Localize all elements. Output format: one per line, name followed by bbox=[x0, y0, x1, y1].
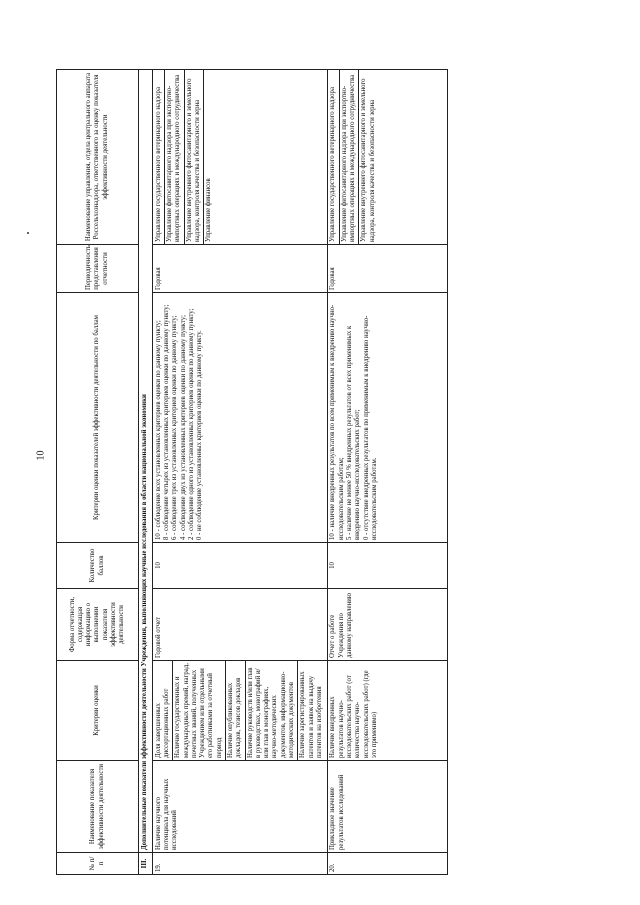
scoring-line: 2 - соблюдение одного из установленных критериев оценки по данному пункту; bbox=[187, 308, 195, 540]
criterion-item: Наличие государственных и международных премий, наград, почетных званий, полученных Учреждением или отдельными его работниками за отчетный период bbox=[172, 661, 224, 760]
header-report-form: Форма отчетности, содержащая информацию о выполнении показателя эффективности деятельности bbox=[57, 589, 139, 661]
header-num: № п/п bbox=[57, 853, 139, 875]
row-points: 10 bbox=[327, 543, 447, 589]
row-indicator: Прикладное значение результатов исследований bbox=[327, 761, 447, 853]
landscape-table-wrapper bbox=[56, 70, 448, 875]
header-points: Количество баллов bbox=[57, 543, 139, 589]
department-item: Управление государственного ветеринарного надзора bbox=[154, 87, 162, 242]
row-scoring bbox=[153, 293, 328, 543]
department-item: Управление внутреннего фитосанитарного и земельного надзора, контроля качества и безопасности зерна bbox=[184, 70, 203, 244]
header-criteria: Критерии оценки bbox=[57, 661, 139, 761]
department-item: Управление фитосанитарного надзора при экспортно-импортных операциях и международного сотрудничества bbox=[339, 70, 358, 244]
page-number: 10 bbox=[35, 450, 47, 461]
department-item: Управление фитосанитарного надзора при экспортно-импортных операциях и международного сотрудничества bbox=[164, 70, 183, 244]
scoring-line: 8 - соблюдение четырех из установленных критериев оценки по данному пункту; bbox=[163, 304, 171, 540]
indicators-table bbox=[56, 69, 448, 875]
row-scoring bbox=[327, 293, 447, 543]
criterion-item: Наличие внедренных результатов научно-исследовательских работ (от количества научно-исследовательских работ) (где это применимо) bbox=[329, 670, 378, 758]
header-indicator: Наименование показателя эффективности деятельности bbox=[57, 761, 139, 853]
row-num: 19. bbox=[153, 853, 328, 875]
row-criteria bbox=[327, 661, 447, 761]
scoring-line: 0 - отсутствие внедренных результатов по применимым к внедрению научно-исследовательским работам. bbox=[362, 315, 378, 540]
row-report-form: Отчет о работе Учреждения по данному направлению bbox=[327, 589, 447, 661]
section-title: Дополнительные показатели эффективности деятельности Учреждения, выполняющих научные исследования в области национальной экономики bbox=[139, 70, 153, 853]
scoring-line: 10 - соблюдение всех установленных критериев оценки по данному пункту; bbox=[154, 320, 162, 540]
row-indicator: Наличие научного потенциала для научных исследований bbox=[153, 761, 328, 853]
row-departments bbox=[153, 70, 328, 245]
scoring-line: 5 - наличие не менее 50 % внедренных результатов от всех применимых к внедрению научно-исследовательских работ; bbox=[346, 325, 362, 540]
section-number: III. bbox=[139, 853, 153, 875]
row-report-form: Годовой отчет bbox=[153, 589, 328, 661]
row-period: Годовая bbox=[327, 245, 447, 293]
row-criteria bbox=[153, 661, 328, 761]
scoring-line: 10 - наличие внедренных результатов по всем применимым к внедрению научно-исследовательским работам; bbox=[329, 304, 345, 540]
scoring-line: 4 - соблюдение двух из установленных критериев оценки по данному пункту; bbox=[179, 314, 187, 540]
header-department: Наименование управления, отдела центрального аппарата Россельхознадзора, ответственного за оценку показателя эффективности деятельности bbox=[57, 70, 139, 245]
department-item: Управление государственного ветеринарного надзора bbox=[329, 87, 337, 242]
header-scoring: Критерии оценки показателей эффективности деятельности по баллам bbox=[57, 293, 139, 543]
department-item: Управление финансов bbox=[203, 70, 213, 244]
table-row bbox=[327, 70, 447, 875]
row-departments bbox=[327, 70, 447, 245]
criterion-item: Наличие руководств и/или глав в руководствах, монографий и/или глав в монографиях, научно-методических документов, информационно-методических документов bbox=[245, 661, 297, 760]
scoring-line: 6 - соблюдение трех из установленных критериев оценки по данному пункту; bbox=[171, 315, 179, 540]
rotated-page bbox=[56, 70, 448, 875]
row-points: 10 bbox=[153, 543, 328, 589]
department-item: Управление внутреннего фитосанитарного и земельного надзора, контроля качества и безопасности зерна bbox=[358, 70, 377, 244]
criterion-item: Доля завершенных диссертационных работ bbox=[154, 688, 171, 758]
header-period: Периодичность представления отчетности bbox=[57, 245, 139, 293]
scoring-line: 0 - не соблюдение установленных критериев оценки по данному пункту. bbox=[196, 330, 204, 540]
header-row bbox=[57, 70, 139, 875]
row-num: 20. bbox=[327, 853, 447, 875]
section-row bbox=[139, 70, 153, 875]
row-period: Годовая bbox=[153, 245, 328, 293]
scan-speck bbox=[27, 232, 29, 234]
criterion-item: Наличие опубликованных докладов, тезисов докладов bbox=[225, 661, 244, 760]
table-row bbox=[153, 70, 328, 875]
criterion-item: Наличие зарегистрированных патентов и заявок на выдачу патентов на изобретения bbox=[297, 661, 324, 760]
